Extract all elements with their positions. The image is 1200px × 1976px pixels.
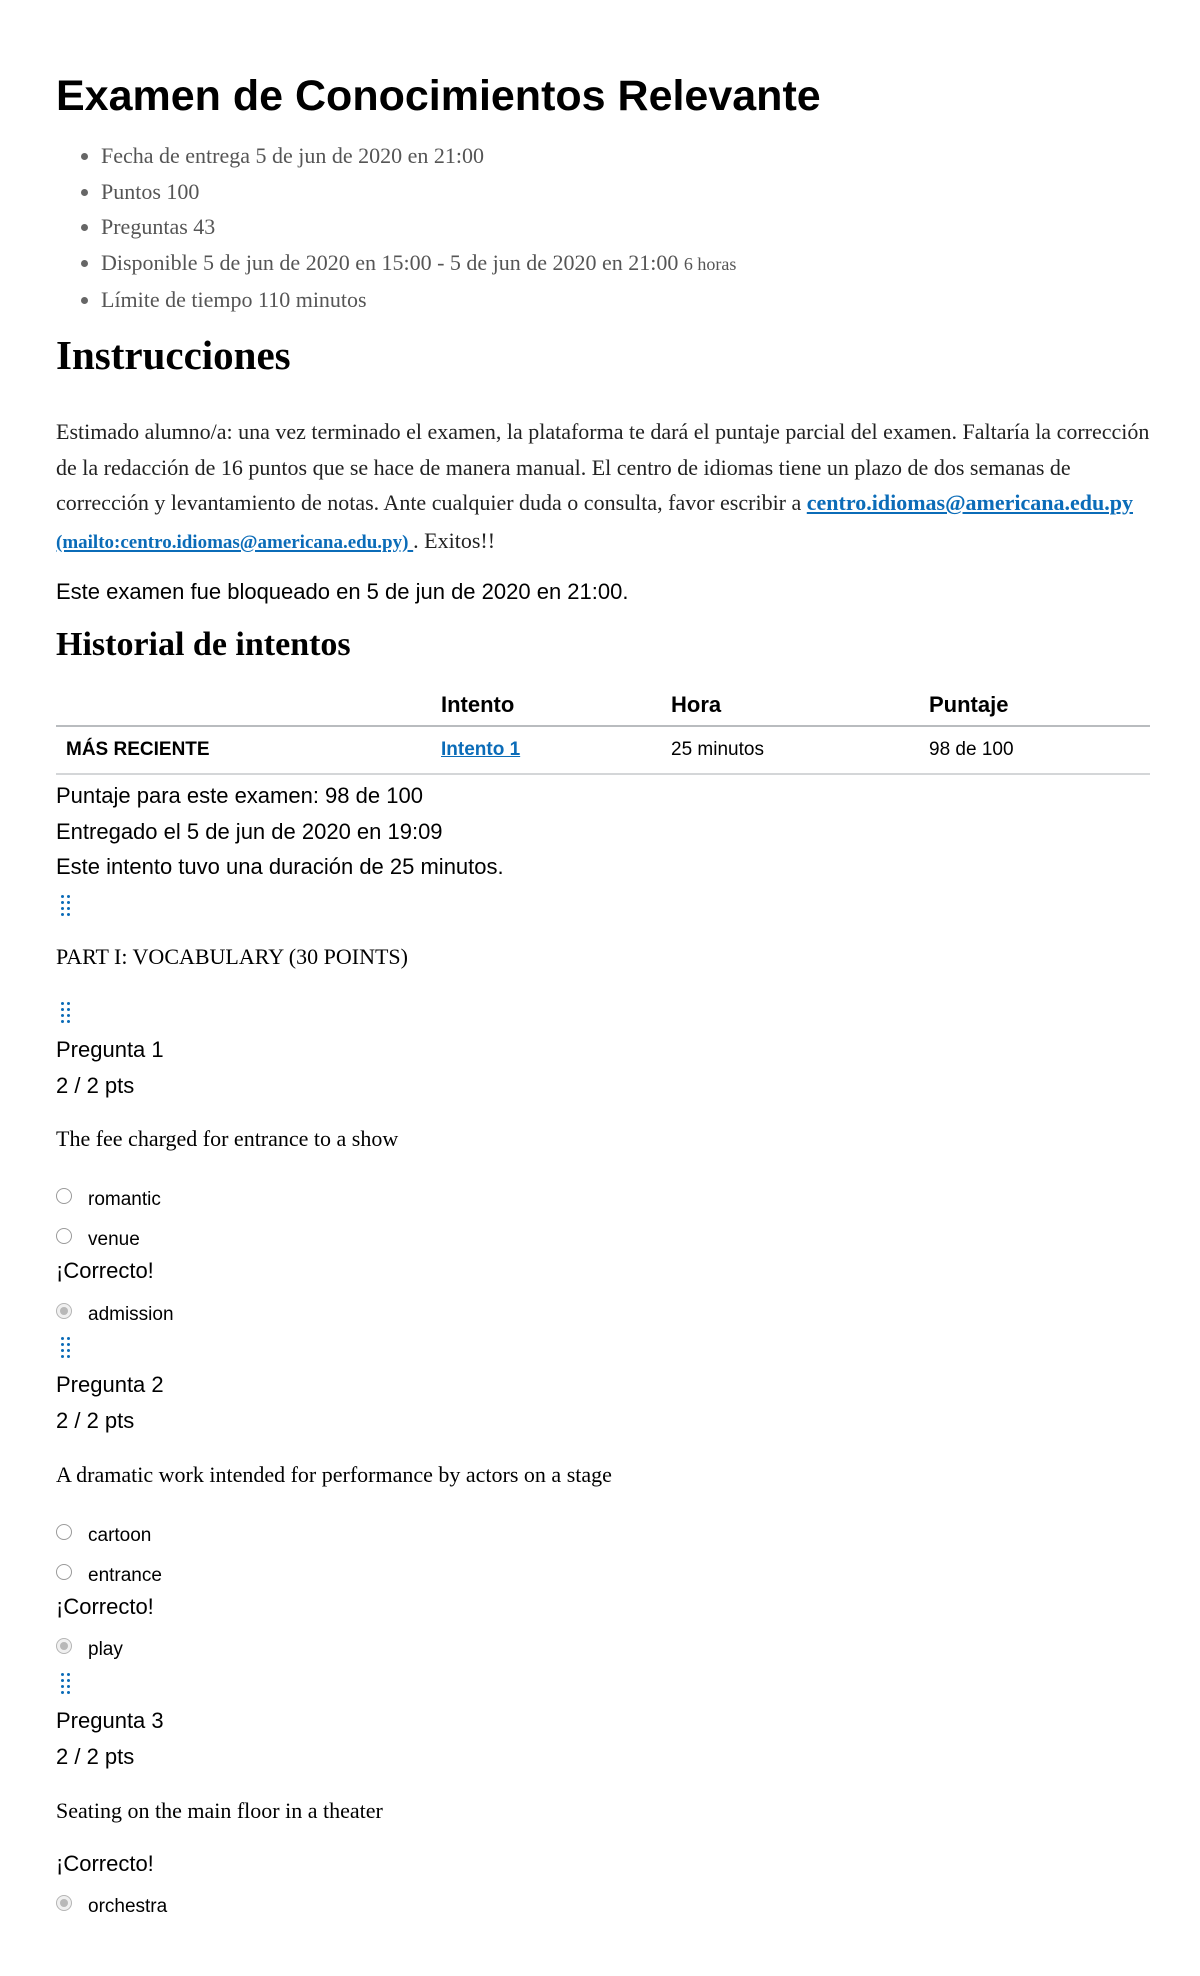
answer-option[interactable]: [56, 1523, 151, 1549]
due-date: • Fecha de entrega 5 de jun de 2020 en 21:00: [101, 138, 736, 174]
answer-option-selected[interactable]: [56, 1637, 123, 1663]
question-header: [56, 1703, 164, 1774]
attempts-table: [56, 685, 1150, 775]
radio-button[interactable]: [56, 1564, 72, 1580]
score-summary: Puntaje para este examen: 98 de 100: [56, 783, 423, 808]
answer-option[interactable]: [56, 1563, 162, 1589]
answer-option-selected[interactable]: [56, 1302, 174, 1328]
column-header-time: Hora: [661, 685, 919, 726]
radio-button[interactable]: [56, 1228, 72, 1244]
instructions-heading: Instrucciones: [56, 332, 291, 378]
answer-label: romantic: [88, 1189, 161, 1210]
answer-label: orchestra: [88, 1896, 168, 1917]
question-title: Pregunta 3: [56, 1708, 164, 1733]
attempt-time: 25 minutos: [661, 726, 919, 774]
instructions-closing: . Exitos!!: [413, 527, 496, 553]
question-text: The fee charged for entrance to a show: [56, 1126, 399, 1151]
drag-handle-icon[interactable]: [58, 1671, 74, 1697]
instructions-body: Estimado alumno/a: una vez terminado el examen, la plataforma te dará el puntaje parcial del examen. Faltaría la corrección de la redacción de 16 puntos que se hace de manera manual. El centro de idiomas tiene un plazo de dos semanas de corrección y levantamiento de notas. Ante cualquier duda o consulta, favor escribir a: [56, 419, 1150, 515]
answer-label: cartoon: [88, 1525, 152, 1546]
availability-range: Disponible 5 de jun de 2020 en 15:00 - 5 de jun de 2020 en 21:00: [101, 249, 679, 275]
column-header-attempt: Intento: [431, 685, 661, 726]
answer-option[interactable]: [56, 1227, 140, 1253]
table-header-row: [56, 685, 1150, 726]
answer-label: play: [88, 1639, 123, 1660]
radio-button-selected[interactable]: [56, 1303, 72, 1319]
attempt-score: 98 de 100: [919, 726, 1150, 774]
column-header-blank: [56, 685, 431, 726]
page-title: Examen de Conocimientos Relevante: [56, 72, 821, 120]
question-text: A dramatic work intended for performance by actors on a stage: [56, 1462, 612, 1487]
answer-label: entrance: [88, 1565, 162, 1586]
drag-handle-icon[interactable]: [58, 1000, 74, 1026]
question-header: [56, 1032, 164, 1103]
answer-option-selected[interactable]: [56, 1894, 167, 1920]
answer-label: admission: [88, 1304, 174, 1325]
radio-button[interactable]: [56, 1524, 72, 1540]
attempt-summary: [56, 778, 504, 885]
question-points: 2 / 2 pts: [56, 1743, 135, 1769]
locked-notice: Este examen fue bloqueado en 5 de jun de 2020 en 21:00.: [56, 579, 629, 604]
correct-label: ¡Correcto!: [56, 1258, 154, 1283]
question-header: [56, 1367, 164, 1438]
points: • Puntos 100: [101, 174, 736, 210]
quiz-meta-list: [56, 138, 736, 318]
radio-button[interactable]: [56, 1188, 72, 1204]
duration-summary: Este intento tuvo una duración de 25 minutos.: [56, 854, 504, 879]
drag-handle-icon[interactable]: [58, 1335, 74, 1361]
attempt-link[interactable]: Intento 1: [441, 739, 521, 760]
radio-button-selected[interactable]: [56, 1638, 72, 1654]
column-header-score: Puntaje: [919, 685, 1150, 726]
time-limit: • Límite de tiempo 110 minutos: [101, 282, 736, 318]
answer-label: venue: [88, 1229, 140, 1250]
availability: [101, 245, 736, 283]
availability-duration: 6 horas: [683, 253, 737, 274]
table-row: [56, 726, 1150, 774]
submitted-summary: Entregado el 5 de jun de 2020 en 19:09: [56, 818, 443, 844]
radio-button-selected[interactable]: [56, 1895, 72, 1911]
correct-label: ¡Correcto!: [56, 1594, 154, 1619]
answer-option[interactable]: [56, 1187, 161, 1213]
question-points: 2 / 2 pts: [56, 1072, 135, 1098]
question-title: Pregunta 1: [56, 1037, 164, 1062]
history-heading: Historial de intentos: [56, 626, 351, 663]
correct-label: ¡Correcto!: [56, 1851, 154, 1876]
email-address: centro.idiomas@americana.edu.py: [806, 490, 1133, 515]
mailto-text: (mailto:centro.idiomas@americana.edu.py): [56, 531, 414, 553]
part-heading: PART I: VOCABULARY (30 POINTS): [56, 944, 408, 969]
drag-handle-icon[interactable]: [58, 893, 74, 919]
attempt-cell: [431, 726, 661, 774]
question-title: Pregunta 2: [56, 1372, 164, 1397]
most-recent-label: MÁS RECIENTE: [56, 726, 431, 774]
question-count: • Preguntas 43: [101, 209, 736, 245]
question-points: 2 / 2 pts: [56, 1407, 135, 1433]
question-text: Seating on the main floor in a theater: [56, 1798, 383, 1823]
instructions-text: [56, 414, 1150, 560]
